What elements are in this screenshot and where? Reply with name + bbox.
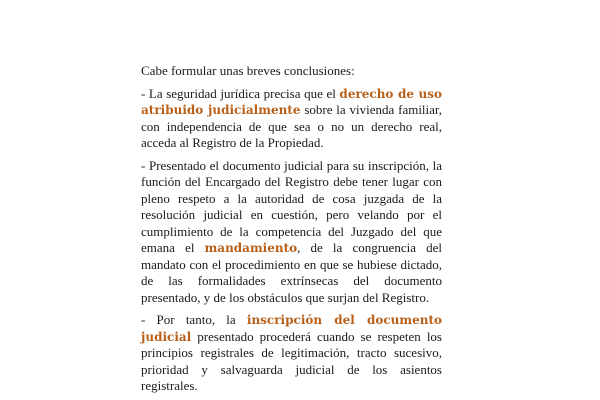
paragraph-inscripcion — [141, 312, 442, 395]
highlight-derecho-de-uso: derecho de uso atribuido judicialmente — [141, 86, 442, 117]
paragraph-1-after: sobre la vivienda familiar, con independencia de que sea o no un derecho real, acceda al Registro de la Propiedad. — [141, 102, 442, 150]
paragraph-derecho-de-uso — [141, 86, 442, 152]
paragraph-3-after: presentado procederá cuando se respeten los principios registrales de legitimación, tracto sucesivo, prioridad y salvaguarda judicial de los asientos registrales. — [141, 328, 442, 393]
intro-line: Cabe formular unas breves conclusiones: — [141, 63, 355, 78]
highlight-mandamiento: mandamiento — [204, 241, 298, 255]
paragraph-3-before: - Por tanto, la — [141, 312, 247, 327]
paragraph-1-before: - La seguridad jurídica precisa que el — [141, 85, 340, 101]
paragraph-2-before: - Presentado el documento judicial para su inscripción, la función del Encargado del Registro debe tener lugar con pleno respeto a la autoridad de cosa juzgada de la resolución judicial en cuestión, pero velando por el cumplimiento de la competencia del Juzgado del que emana el — [141, 157, 442, 255]
highlight-inscripcion: inscripción del documento judicial — [141, 313, 443, 344]
paragraph-2-after: , de la congruencia del mandato con el procedimiento en que se hubiese dictado, de las formalidades extrínsecas del documento presentado, y de los obstáculos que surjan del Registro. — [141, 240, 442, 305]
paragraph-mandamiento — [141, 158, 442, 307]
conclusions-text — [141, 63, 442, 400]
